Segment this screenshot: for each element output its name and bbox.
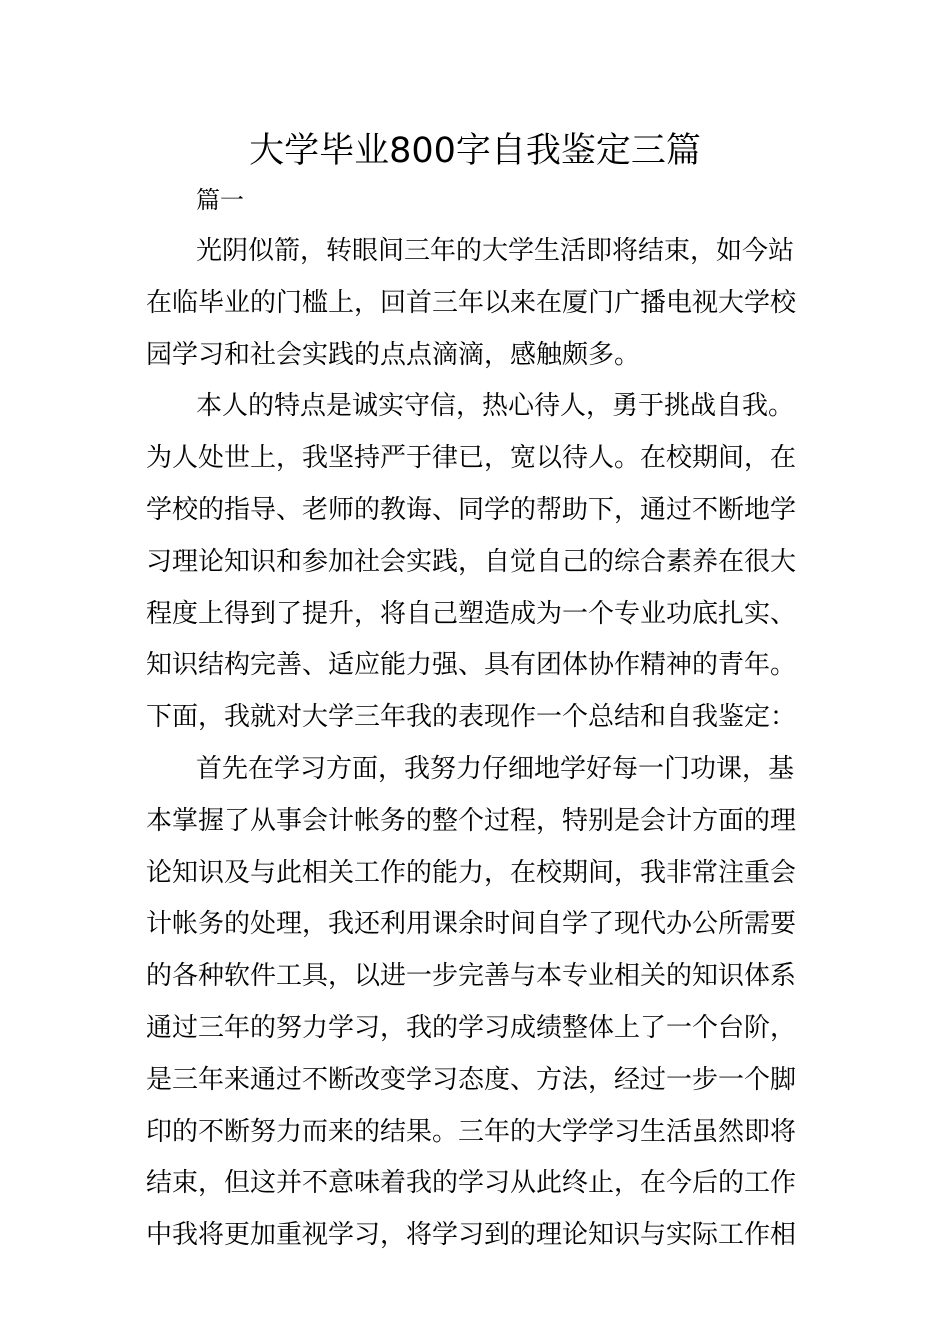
paragraph-2-line-2: 为人处世上，我坚持严于律已，宽以待人。在校期间，在 — [146, 443, 797, 474]
paragraph-3-line-1: 首先在学习方面，我努力仔细地学好每一门功课，基 — [196, 753, 795, 784]
paragraph-3-line-5: 的各种软件工具，以进一步完善与本专业相关的知识体系 — [146, 961, 797, 992]
paragraph-3-line-2: 本掌握了从事会计帐务的整个过程，特别是会计方面的理 — [146, 805, 797, 836]
document-title: 大学毕业800字自我鉴定三篇 — [249, 131, 701, 171]
paragraph-1-line-1: 光阴似箭，转眼间三年的大学生活即将结束，如今站 — [196, 236, 795, 266]
paragraph-3-line-3: 论知识及与此相关工作的能力，在校期间，我非常注重会 — [146, 857, 797, 888]
paragraph-3-line-7: 是三年来通过不断改变学习态度、方法，经过一步一个脚 — [146, 1064, 797, 1095]
section-label: 篇一 — [196, 186, 244, 214]
paragraph-1-line-3: 园学习和社会实践的点点滴滴，感触颇多。 — [146, 339, 641, 370]
paragraph-2-line-3: 学校的指导、老师的教诲、同学的帮助下，通过不断地学 — [146, 494, 797, 525]
paragraph-3-line-6: 通过三年的努力学习，我的学习成绩整体上了一个台阶， — [146, 1012, 797, 1043]
paragraph-2-line-4: 习理论知识和参加社会实践，自觉自己的综合素养在很大 — [146, 546, 797, 577]
paragraph-2-line-5: 程度上得到了提升，将自己塑造成为一个专业功底扎实、 — [146, 598, 797, 629]
paragraph-2-line-1: 本人的特点是诚实守信，热心待人，勇于挑战自我。 — [196, 391, 795, 422]
paragraph-3-line-10: 中我将更加重视学习，将学习到的理论知识与实际工作相 — [146, 1220, 797, 1251]
paragraph-3-line-8: 印的不断努力而来的结果。三年的大学学习生活虽然即将 — [146, 1116, 797, 1147]
document-body — [146, 226, 811, 1262]
paragraph-2-line-6: 知识结构完善、适应能力强、具有团体协作精神的青年。 — [146, 650, 797, 681]
paragraph-3-line-9: 结束，但这并不意味着我的学习从此终止，在今后的工作 — [146, 1168, 797, 1199]
paragraph-3-line-4: 计帐务的处理，我还利用课余时间自学了现代办公所需要 — [146, 909, 797, 940]
paragraph-1-line-2: 在临毕业的门槛上，回首三年以来在厦门广播电视大学校 — [146, 287, 797, 318]
paragraph-2-line-7: 下面，我就对大学三年我的表现作一个总结和自我鉴定： — [146, 702, 797, 733]
